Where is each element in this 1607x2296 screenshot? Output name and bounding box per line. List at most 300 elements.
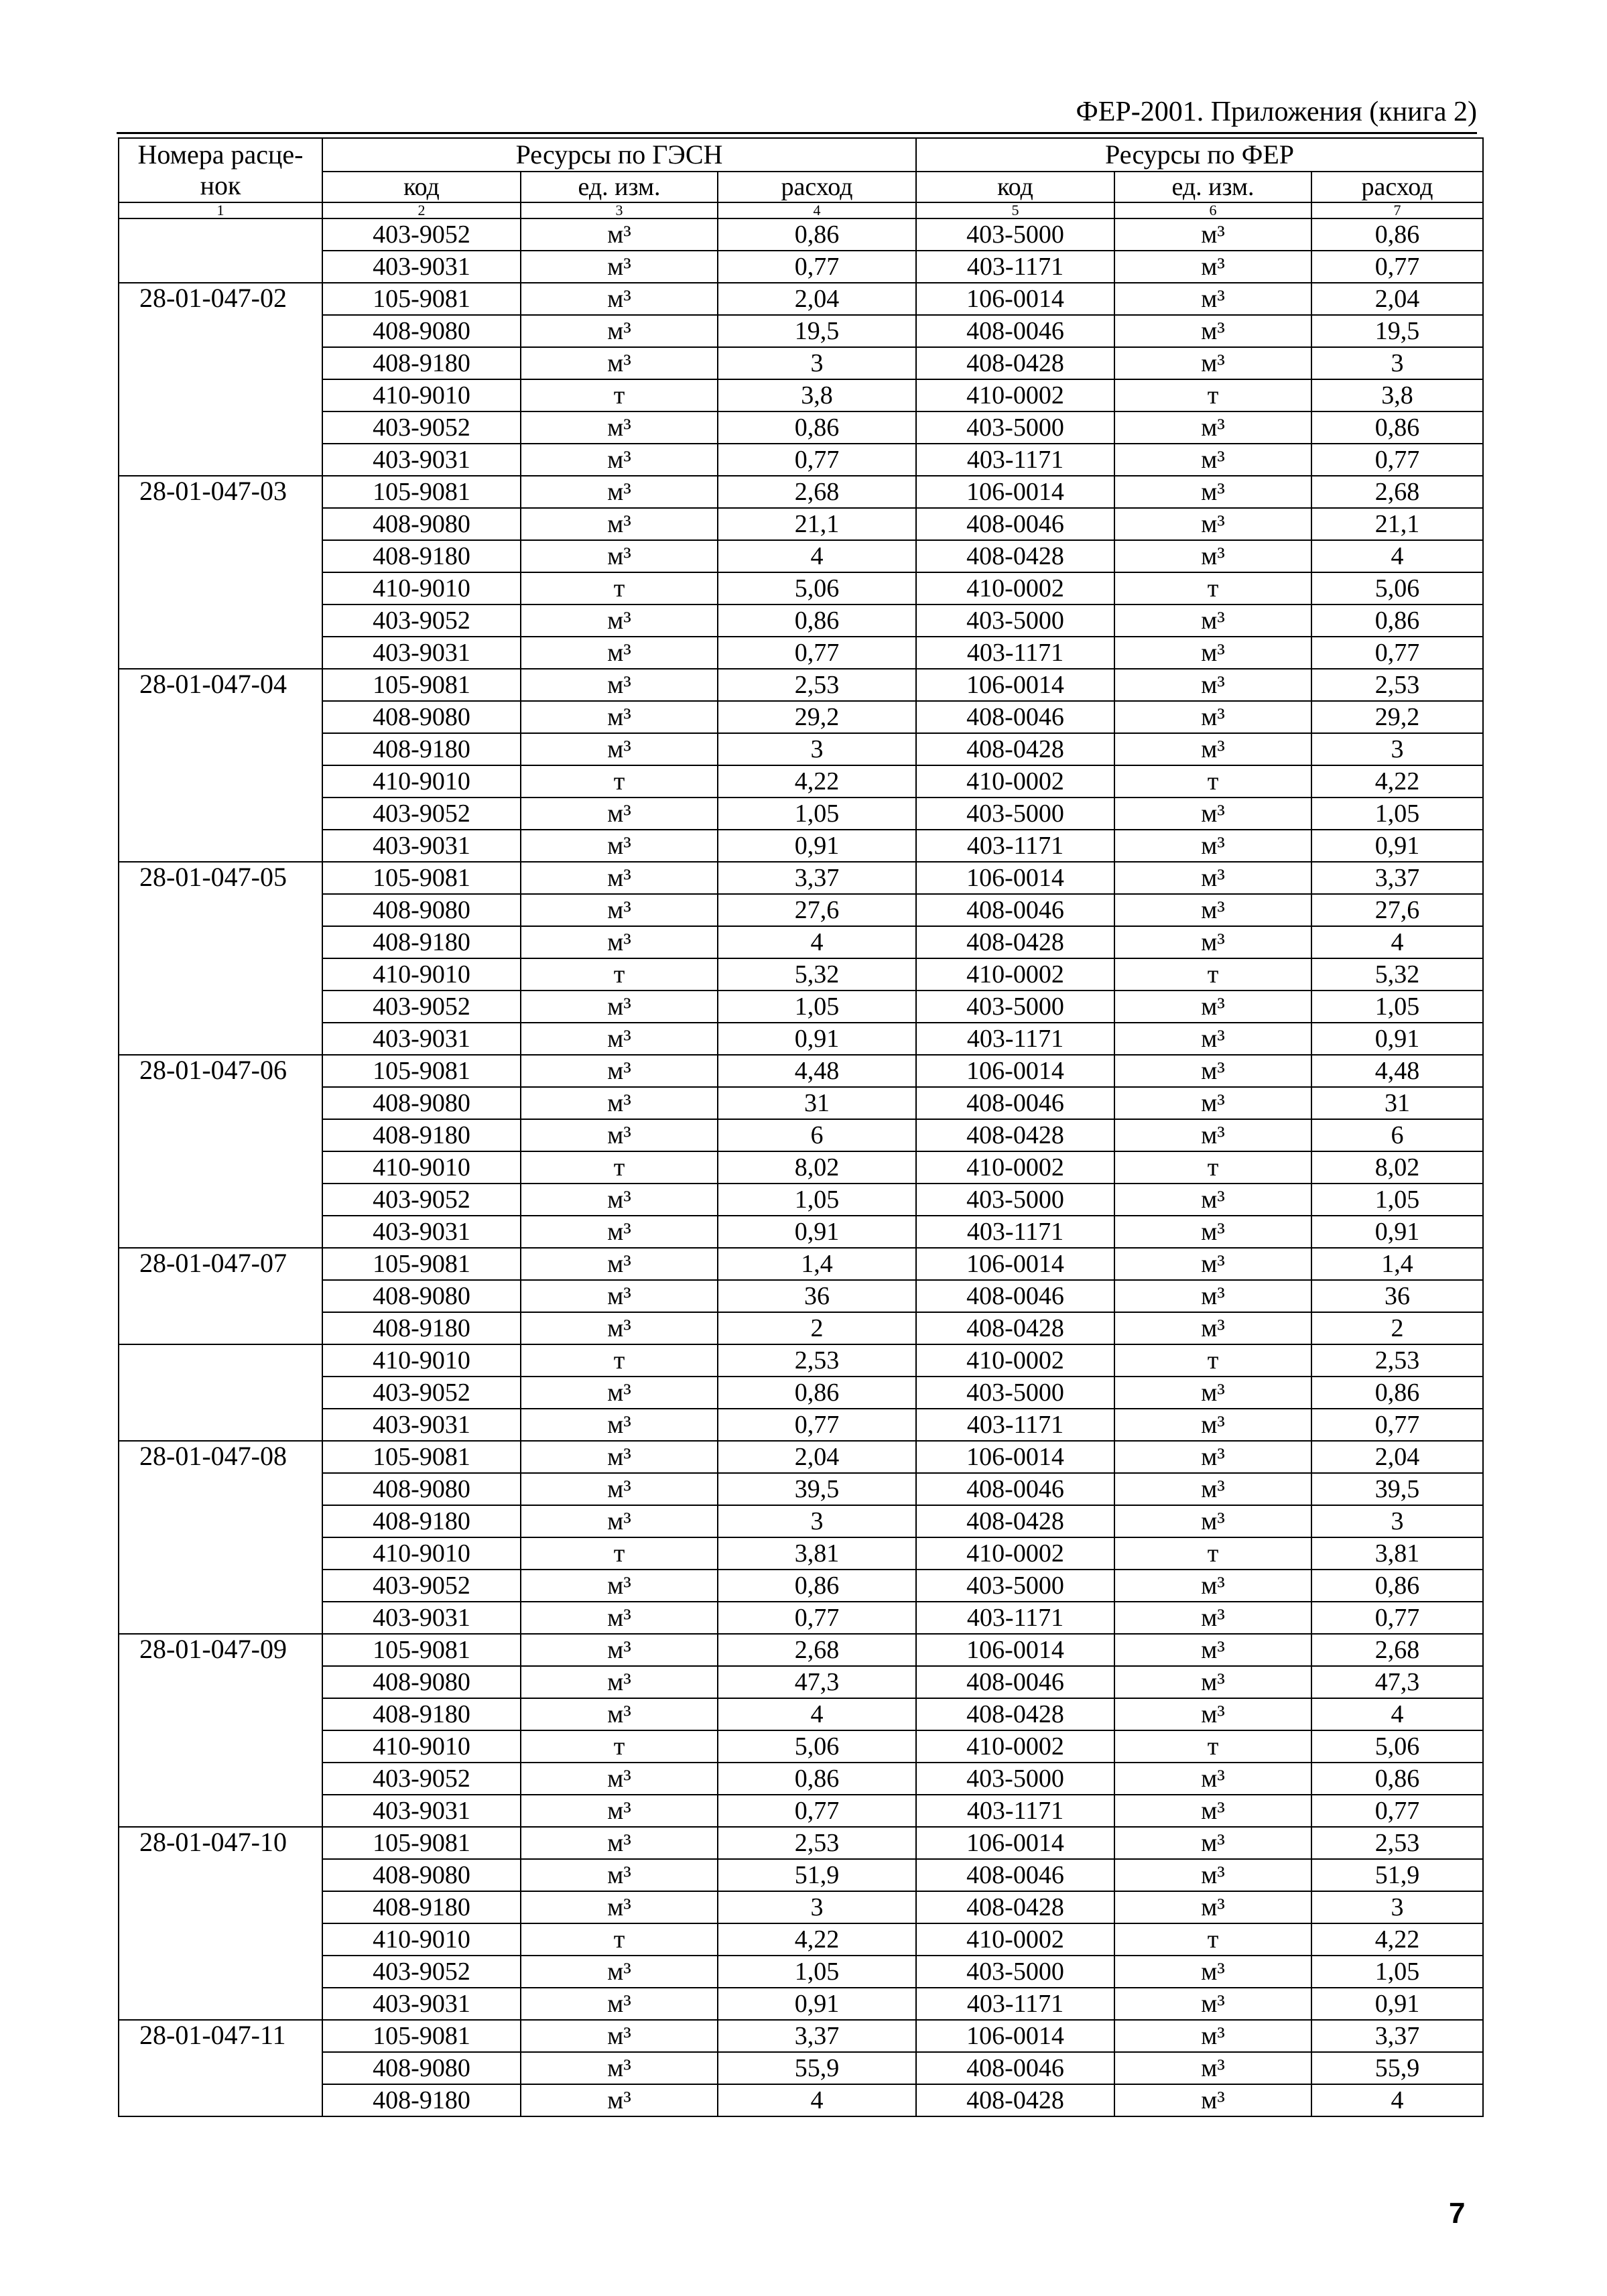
gesn-unit-cell: м³ bbox=[521, 540, 718, 572]
fer-code-cell: 403-1171 bbox=[916, 444, 1114, 476]
gesn-code-cell: 408-9080 bbox=[322, 1666, 521, 1698]
gesn-consumption-cell: 0,91 bbox=[718, 1216, 916, 1248]
fer-consumption-cell: 0,77 bbox=[1311, 637, 1483, 669]
gesn-unit-cell: м³ bbox=[521, 508, 718, 540]
fer-code-cell: 106-0014 bbox=[916, 1634, 1114, 1666]
fer-unit-cell: м³ bbox=[1114, 1216, 1311, 1248]
fer-code-cell: 403-1171 bbox=[916, 1216, 1114, 1248]
fer-unit-cell: т bbox=[1114, 1344, 1311, 1377]
table-row bbox=[119, 1505, 1483, 1537]
gesn-unit-cell: м³ bbox=[521, 1055, 718, 1087]
gesn-unit-cell: м³ bbox=[521, 1859, 718, 1891]
table-row bbox=[119, 1441, 1483, 1473]
rate-number-cell: 28-01-047-03 bbox=[119, 476, 322, 669]
fer-code-cell: 403-1171 bbox=[916, 830, 1114, 862]
table-row bbox=[119, 637, 1483, 669]
table-row bbox=[119, 1216, 1483, 1248]
gesn-code-cell: 403-9052 bbox=[322, 991, 521, 1023]
fer-consumption-cell: 1,05 bbox=[1311, 1956, 1483, 1988]
fer-unit-cell: м³ bbox=[1114, 1795, 1311, 1827]
fer-unit-cell: м³ bbox=[1114, 283, 1311, 315]
gesn-consumption-cell: 0,86 bbox=[718, 604, 916, 637]
fer-code-cell: 403-5000 bbox=[916, 991, 1114, 1023]
fer-unit-cell: т bbox=[1114, 765, 1311, 798]
column-number: 5 bbox=[916, 202, 1114, 218]
fer-unit-cell: м³ bbox=[1114, 1891, 1311, 1923]
fer-unit-cell: м³ bbox=[1114, 1505, 1311, 1537]
gesn-consumption-cell: 3,37 bbox=[718, 2020, 916, 2052]
gesn-unit-cell: м³ bbox=[521, 862, 718, 894]
table-row bbox=[119, 1184, 1483, 1216]
gesn-code-cell: 105-9081 bbox=[322, 1827, 521, 1859]
gesn-consumption-cell: 1,4 bbox=[718, 1248, 916, 1280]
gesn-unit-cell: м³ bbox=[521, 1312, 718, 1344]
gesn-unit-cell: м³ bbox=[521, 1023, 718, 1055]
gesn-consumption-cell: 0,86 bbox=[718, 1763, 916, 1795]
fer-consumption-cell: 55,9 bbox=[1311, 2052, 1483, 2084]
fer-unit-cell: м³ bbox=[1114, 444, 1311, 476]
fer-code-cell: 408-0428 bbox=[916, 733, 1114, 765]
gesn-code-cell: 403-9031 bbox=[322, 1795, 521, 1827]
table-row bbox=[119, 701, 1483, 733]
gesn-consumption-cell: 1,05 bbox=[718, 798, 916, 830]
rate-number-cell: 28-01-047-06 bbox=[119, 1055, 322, 1248]
fer-code-cell: 403-5000 bbox=[916, 218, 1114, 251]
gesn-code-cell: 410-9010 bbox=[322, 765, 521, 798]
fer-consumption-cell: 3,37 bbox=[1311, 2020, 1483, 2052]
gesn-code-cell: 403-9031 bbox=[322, 830, 521, 862]
fer-consumption-cell: 4,22 bbox=[1311, 765, 1483, 798]
fer-unit-cell: м³ bbox=[1114, 1312, 1311, 1344]
gesn-unit-cell: м³ bbox=[521, 1248, 718, 1280]
gesn-code-cell: 410-9010 bbox=[322, 572, 521, 604]
fer-consumption-cell: 0,77 bbox=[1311, 251, 1483, 283]
running-title: ФЕР-2001. Приложения (книга 2) bbox=[1076, 97, 1477, 127]
table-row bbox=[119, 1151, 1483, 1184]
gesn-unit-cell: м³ bbox=[521, 1377, 718, 1409]
fer-consumption-cell: 2,04 bbox=[1311, 283, 1483, 315]
fer-code-cell: 410-0002 bbox=[916, 379, 1114, 411]
gesn-code-cell: 408-9180 bbox=[322, 1505, 521, 1537]
fer-code-cell: 403-5000 bbox=[916, 1184, 1114, 1216]
fer-consumption-cell: 3,8 bbox=[1311, 379, 1483, 411]
fer-consumption-cell: 27,6 bbox=[1311, 894, 1483, 926]
gesn-resources-header: Ресурсы по ГЭСН bbox=[322, 138, 916, 172]
fer-consumption-cell: 0,86 bbox=[1311, 1570, 1483, 1602]
fer-code-cell: 408-0046 bbox=[916, 315, 1114, 347]
fer-unit-header: ед. изм. bbox=[1114, 172, 1311, 202]
fer-code-cell: 403-1171 bbox=[916, 1409, 1114, 1441]
fer-consumption-cell: 5,06 bbox=[1311, 1730, 1483, 1763]
gesn-code-cell: 408-9080 bbox=[322, 894, 521, 926]
fer-code-cell: 403-5000 bbox=[916, 1377, 1114, 1409]
fer-unit-cell: м³ bbox=[1114, 1666, 1311, 1698]
fer-code-cell: 403-1171 bbox=[916, 1602, 1114, 1634]
fer-unit-cell: т bbox=[1114, 1537, 1311, 1570]
gesn-unit-cell: т bbox=[521, 958, 718, 991]
table-row bbox=[119, 862, 1483, 894]
table-row bbox=[119, 798, 1483, 830]
fer-code-cell: 408-0428 bbox=[916, 1891, 1114, 1923]
fer-consumption-cell: 5,32 bbox=[1311, 958, 1483, 991]
fer-consumption-cell: 0,77 bbox=[1311, 1409, 1483, 1441]
table-row bbox=[119, 1409, 1483, 1441]
header-row-groups bbox=[119, 138, 1483, 172]
gesn-consumption-cell: 8,02 bbox=[718, 1151, 916, 1184]
gesn-consumption-cell: 5,06 bbox=[718, 1730, 916, 1763]
gesn-consumption-cell: 2,68 bbox=[718, 1634, 916, 1666]
fer-consumption-cell: 36 bbox=[1311, 1280, 1483, 1312]
header-rule bbox=[117, 132, 1477, 134]
fer-consumption-cell: 2,04 bbox=[1311, 1441, 1483, 1473]
gesn-consumption-cell: 19,5 bbox=[718, 315, 916, 347]
gesn-consumption-cell: 0,77 bbox=[718, 637, 916, 669]
fer-consumption-cell: 2,53 bbox=[1311, 1827, 1483, 1859]
fer-consumption-cell: 4 bbox=[1311, 1698, 1483, 1730]
fer-consumption-cell: 0,91 bbox=[1311, 1216, 1483, 1248]
fer-unit-cell: т bbox=[1114, 1151, 1311, 1184]
fer-code-cell: 408-0428 bbox=[916, 347, 1114, 379]
fer-consumption-cell: 2,68 bbox=[1311, 1634, 1483, 1666]
fer-consumption-cell: 31 bbox=[1311, 1087, 1483, 1119]
gesn-code-cell: 408-9080 bbox=[322, 701, 521, 733]
fer-code-cell: 403-5000 bbox=[916, 604, 1114, 637]
fer-unit-cell: м³ bbox=[1114, 701, 1311, 733]
gesn-unit-cell: м³ bbox=[521, 251, 718, 283]
fer-unit-cell: м³ bbox=[1114, 1377, 1311, 1409]
fer-consumption-cell: 1,4 bbox=[1311, 1248, 1483, 1280]
gesn-unit-cell: м³ bbox=[521, 1505, 718, 1537]
gesn-code-cell: 105-9081 bbox=[322, 1055, 521, 1087]
column-number: 7 bbox=[1311, 202, 1483, 218]
fer-code-cell: 410-0002 bbox=[916, 1344, 1114, 1377]
rate-number-cell: 28-01-047-04 bbox=[119, 669, 322, 862]
gesn-consumption-header: расход bbox=[718, 172, 916, 202]
fer-unit-cell: м³ bbox=[1114, 476, 1311, 508]
fer-consumption-cell: 0,86 bbox=[1311, 1763, 1483, 1795]
table-row bbox=[119, 283, 1483, 315]
gesn-code-cell: 408-9080 bbox=[322, 2052, 521, 2084]
gesn-code-cell: 408-9180 bbox=[322, 1312, 521, 1344]
fer-code-cell: 403-1171 bbox=[916, 251, 1114, 283]
gesn-unit-cell: м³ bbox=[521, 926, 718, 958]
fer-code-cell: 106-0014 bbox=[916, 283, 1114, 315]
gesn-consumption-cell: 21,1 bbox=[718, 508, 916, 540]
table-row bbox=[119, 830, 1483, 862]
fer-unit-cell: м³ bbox=[1114, 733, 1311, 765]
gesn-code-cell: 403-9052 bbox=[322, 1956, 521, 1988]
table-row bbox=[119, 315, 1483, 347]
gesn-consumption-cell: 55,9 bbox=[718, 2052, 916, 2084]
gesn-code-cell: 408-9080 bbox=[322, 1473, 521, 1505]
table-row bbox=[119, 2084, 1483, 2116]
gesn-consumption-cell: 36 bbox=[718, 1280, 916, 1312]
fer-consumption-cell: 39,5 bbox=[1311, 1473, 1483, 1505]
fer-consumption-cell: 6 bbox=[1311, 1119, 1483, 1151]
gesn-unit-cell: м³ bbox=[521, 315, 718, 347]
gesn-unit-cell: т bbox=[521, 1537, 718, 1570]
table-row bbox=[119, 1377, 1483, 1409]
fer-consumption-cell: 3 bbox=[1311, 1505, 1483, 1537]
table-row bbox=[119, 765, 1483, 798]
fer-unit-cell: т bbox=[1114, 1730, 1311, 1763]
fer-unit-cell: м³ bbox=[1114, 1409, 1311, 1441]
fer-unit-cell: м³ bbox=[1114, 2020, 1311, 2052]
table-row bbox=[119, 1602, 1483, 1634]
rate-number-cell bbox=[119, 1344, 322, 1441]
fer-code-cell: 106-0014 bbox=[916, 669, 1114, 701]
fer-consumption-cell: 0,86 bbox=[1311, 604, 1483, 637]
gesn-unit-cell: м³ bbox=[521, 2020, 718, 2052]
fer-code-cell: 410-0002 bbox=[916, 1923, 1114, 1956]
gesn-consumption-cell: 0,91 bbox=[718, 1988, 916, 2020]
fer-code-cell: 410-0002 bbox=[916, 1730, 1114, 1763]
table-row bbox=[119, 1698, 1483, 1730]
fer-code-cell: 408-0046 bbox=[916, 1087, 1114, 1119]
gesn-code-cell: 403-9031 bbox=[322, 1023, 521, 1055]
fer-unit-cell: м³ bbox=[1114, 347, 1311, 379]
fer-unit-cell: м³ bbox=[1114, 540, 1311, 572]
gesn-code-cell: 403-9052 bbox=[322, 218, 521, 251]
gesn-unit-cell: м³ bbox=[521, 347, 718, 379]
gesn-code-cell: 410-9010 bbox=[322, 1344, 521, 1377]
gesn-unit-cell: м³ bbox=[521, 218, 718, 251]
gesn-code-cell: 410-9010 bbox=[322, 1537, 521, 1570]
fer-unit-cell: м³ bbox=[1114, 508, 1311, 540]
fer-unit-cell: м³ bbox=[1114, 669, 1311, 701]
gesn-unit-cell: м³ bbox=[521, 701, 718, 733]
fer-unit-cell: м³ bbox=[1114, 862, 1311, 894]
gesn-unit-cell: м³ bbox=[521, 1698, 718, 1730]
header-row-columns bbox=[119, 172, 1483, 202]
gesn-code-cell: 403-9052 bbox=[322, 1570, 521, 1602]
gesn-unit-cell: т bbox=[521, 572, 718, 604]
fer-code-cell: 410-0002 bbox=[916, 1537, 1114, 1570]
gesn-unit-cell: т bbox=[521, 765, 718, 798]
gesn-code-cell: 410-9010 bbox=[322, 958, 521, 991]
fer-unit-cell: м³ bbox=[1114, 411, 1311, 444]
rate-number-cell bbox=[119, 218, 322, 283]
fer-unit-cell: м³ bbox=[1114, 2084, 1311, 2116]
fer-consumption-header: расход bbox=[1311, 172, 1483, 202]
fer-unit-cell: м³ bbox=[1114, 218, 1311, 251]
gesn-code-cell: 408-9180 bbox=[322, 540, 521, 572]
gesn-code-cell: 408-9180 bbox=[322, 1891, 521, 1923]
fer-unit-cell: м³ bbox=[1114, 1184, 1311, 1216]
gesn-unit-cell: м³ bbox=[521, 444, 718, 476]
fer-consumption-cell: 0,77 bbox=[1311, 1795, 1483, 1827]
column-number-row bbox=[119, 202, 1483, 218]
gesn-unit-cell: м³ bbox=[521, 1441, 718, 1473]
rate-number-cell: 28-01-047-07 bbox=[119, 1248, 322, 1344]
table-row bbox=[119, 1956, 1483, 1988]
table-row bbox=[119, 1570, 1483, 1602]
gesn-unit-cell: м³ bbox=[521, 1763, 718, 1795]
gesn-consumption-cell: 31 bbox=[718, 1087, 916, 1119]
fer-consumption-cell: 0,77 bbox=[1311, 444, 1483, 476]
table-row bbox=[119, 1344, 1483, 1377]
gesn-code-cell: 403-9031 bbox=[322, 251, 521, 283]
gesn-unit-cell: м³ bbox=[521, 1216, 718, 1248]
gesn-code-cell: 105-9081 bbox=[322, 862, 521, 894]
gesn-code-cell: 403-9031 bbox=[322, 1602, 521, 1634]
gesn-unit-cell: м³ bbox=[521, 798, 718, 830]
gesn-code-cell: 408-9180 bbox=[322, 347, 521, 379]
gesn-code-cell: 408-9080 bbox=[322, 315, 521, 347]
fer-consumption-cell: 4 bbox=[1311, 2084, 1483, 2116]
fer-consumption-cell: 1,05 bbox=[1311, 798, 1483, 830]
table-row bbox=[119, 1248, 1483, 1280]
rate-number-cell: 28-01-047-08 bbox=[119, 1441, 322, 1634]
gesn-code-cell: 105-9081 bbox=[322, 283, 521, 315]
fer-unit-cell: м³ bbox=[1114, 1248, 1311, 1280]
fer-unit-cell: м³ bbox=[1114, 1859, 1311, 1891]
table-body bbox=[119, 218, 1483, 2116]
gesn-code-cell: 403-9031 bbox=[322, 1988, 521, 2020]
column-number: 4 bbox=[718, 202, 916, 218]
fer-consumption-cell: 4 bbox=[1311, 540, 1483, 572]
gesn-consumption-cell: 1,05 bbox=[718, 991, 916, 1023]
fer-code-cell: 106-0014 bbox=[916, 1441, 1114, 1473]
gesn-code-cell: 408-9080 bbox=[322, 1859, 521, 1891]
fer-code-cell: 408-0046 bbox=[916, 1666, 1114, 1698]
table-row bbox=[119, 1923, 1483, 1956]
fer-code-cell: 403-5000 bbox=[916, 1763, 1114, 1795]
table-row bbox=[119, 218, 1483, 251]
fer-consumption-cell: 4 bbox=[1311, 926, 1483, 958]
gesn-consumption-cell: 3,37 bbox=[718, 862, 916, 894]
gesn-code-cell: 403-9052 bbox=[322, 1184, 521, 1216]
table-row bbox=[119, 572, 1483, 604]
table-row bbox=[119, 251, 1483, 283]
fer-consumption-cell: 3 bbox=[1311, 347, 1483, 379]
rate-header-line1: Номера расце- bbox=[137, 139, 304, 170]
fer-unit-cell: м³ bbox=[1114, 1634, 1311, 1666]
gesn-code-cell: 403-9052 bbox=[322, 1377, 521, 1409]
fer-code-cell: 403-5000 bbox=[916, 1570, 1114, 1602]
gesn-unit-cell: м³ bbox=[521, 411, 718, 444]
gesn-consumption-cell: 0,86 bbox=[718, 1377, 916, 1409]
fer-unit-cell: м³ bbox=[1114, 1087, 1311, 1119]
gesn-consumption-cell: 2,04 bbox=[718, 1441, 916, 1473]
gesn-code-cell: 403-9031 bbox=[322, 1216, 521, 1248]
rate-number-header bbox=[119, 138, 322, 202]
gesn-unit-cell: м³ bbox=[521, 1956, 718, 1988]
fer-consumption-cell: 47,3 bbox=[1311, 1666, 1483, 1698]
fer-consumption-cell: 2,68 bbox=[1311, 476, 1483, 508]
fer-unit-cell: м³ bbox=[1114, 1827, 1311, 1859]
rate-number-cell: 28-01-047-05 bbox=[119, 862, 322, 1055]
fer-code-cell: 408-0046 bbox=[916, 508, 1114, 540]
fer-unit-cell: м³ bbox=[1114, 1602, 1311, 1634]
fer-code-cell: 410-0002 bbox=[916, 765, 1114, 798]
fer-unit-cell: м³ bbox=[1114, 1988, 1311, 2020]
fer-unit-cell: м³ bbox=[1114, 2052, 1311, 2084]
table-row bbox=[119, 1795, 1483, 1827]
rate-number-cell: 28-01-047-09 bbox=[119, 1634, 322, 1827]
fer-consumption-cell: 19,5 bbox=[1311, 315, 1483, 347]
column-number: 6 bbox=[1114, 202, 1311, 218]
fer-consumption-cell: 2,53 bbox=[1311, 1344, 1483, 1377]
table-row bbox=[119, 476, 1483, 508]
gesn-consumption-cell: 4,22 bbox=[718, 1923, 916, 1956]
fer-code-cell: 408-0046 bbox=[916, 701, 1114, 733]
fer-code-cell: 106-0014 bbox=[916, 1248, 1114, 1280]
fer-code-cell: 408-0428 bbox=[916, 1119, 1114, 1151]
gesn-code-cell: 105-9081 bbox=[322, 1634, 521, 1666]
gesn-code-cell: 403-9052 bbox=[322, 604, 521, 637]
fer-consumption-cell: 4,48 bbox=[1311, 1055, 1483, 1087]
gesn-code-header: код bbox=[322, 172, 521, 202]
column-number: 1 bbox=[119, 202, 322, 218]
fer-unit-cell: м³ bbox=[1114, 1956, 1311, 1988]
fer-consumption-cell: 0,91 bbox=[1311, 830, 1483, 862]
gesn-consumption-cell: 0,91 bbox=[718, 830, 916, 862]
gesn-unit-cell: м³ bbox=[521, 1119, 718, 1151]
fer-consumption-cell: 3,37 bbox=[1311, 862, 1483, 894]
gesn-unit-cell: м³ bbox=[521, 830, 718, 862]
gesn-unit-cell: т bbox=[521, 1923, 718, 1956]
fer-code-cell: 403-1171 bbox=[916, 1795, 1114, 1827]
fer-code-cell: 106-0014 bbox=[916, 476, 1114, 508]
fer-unit-cell: м³ bbox=[1114, 604, 1311, 637]
gesn-unit-cell: м³ bbox=[521, 1280, 718, 1312]
fer-consumption-cell: 29,2 bbox=[1311, 701, 1483, 733]
gesn-consumption-cell: 51,9 bbox=[718, 1859, 916, 1891]
gesn-consumption-cell: 2,68 bbox=[718, 476, 916, 508]
fer-code-cell: 106-0014 bbox=[916, 2020, 1114, 2052]
fer-consumption-cell: 4,22 bbox=[1311, 1923, 1483, 1956]
table-row bbox=[119, 444, 1483, 476]
gesn-code-cell: 403-9052 bbox=[322, 798, 521, 830]
fer-consumption-cell: 3 bbox=[1311, 733, 1483, 765]
fer-consumption-cell: 0,86 bbox=[1311, 1377, 1483, 1409]
fer-code-cell: 408-0046 bbox=[916, 1859, 1114, 1891]
table-row bbox=[119, 1312, 1483, 1344]
fer-code-cell: 408-0428 bbox=[916, 1698, 1114, 1730]
gesn-code-cell: 105-9081 bbox=[322, 476, 521, 508]
gesn-consumption-cell: 29,2 bbox=[718, 701, 916, 733]
gesn-consumption-cell: 3,81 bbox=[718, 1537, 916, 1570]
fer-consumption-cell: 2,53 bbox=[1311, 669, 1483, 701]
fer-unit-cell: м³ bbox=[1114, 1023, 1311, 1055]
fer-unit-cell: м³ bbox=[1114, 637, 1311, 669]
table-row bbox=[119, 1666, 1483, 1698]
table-row bbox=[119, 347, 1483, 379]
fer-code-cell: 106-0014 bbox=[916, 862, 1114, 894]
gesn-consumption-cell: 0,86 bbox=[718, 1570, 916, 1602]
gesn-consumption-cell: 0,91 bbox=[718, 1023, 916, 1055]
gesn-unit-cell: м³ bbox=[521, 604, 718, 637]
fer-consumption-cell: 1,05 bbox=[1311, 991, 1483, 1023]
fer-unit-cell: м³ bbox=[1114, 1570, 1311, 1602]
fer-code-cell: 403-5000 bbox=[916, 1956, 1114, 1988]
gesn-consumption-cell: 4,48 bbox=[718, 1055, 916, 1087]
fer-consumption-cell: 0,91 bbox=[1311, 1023, 1483, 1055]
fer-consumption-cell: 5,06 bbox=[1311, 572, 1483, 604]
gesn-code-cell: 403-9052 bbox=[322, 411, 521, 444]
fer-unit-cell: м³ bbox=[1114, 1280, 1311, 1312]
page-number: 7 bbox=[1449, 2197, 1466, 2230]
table-row bbox=[119, 669, 1483, 701]
fer-consumption-cell: 8,02 bbox=[1311, 1151, 1483, 1184]
gesn-unit-cell: т bbox=[521, 1730, 718, 1763]
gesn-unit-cell: т bbox=[521, 379, 718, 411]
fer-unit-cell: м³ bbox=[1114, 1055, 1311, 1087]
fer-unit-cell: т bbox=[1114, 572, 1311, 604]
fer-code-cell: 408-0046 bbox=[916, 894, 1114, 926]
fer-consumption-cell: 51,9 bbox=[1311, 1859, 1483, 1891]
